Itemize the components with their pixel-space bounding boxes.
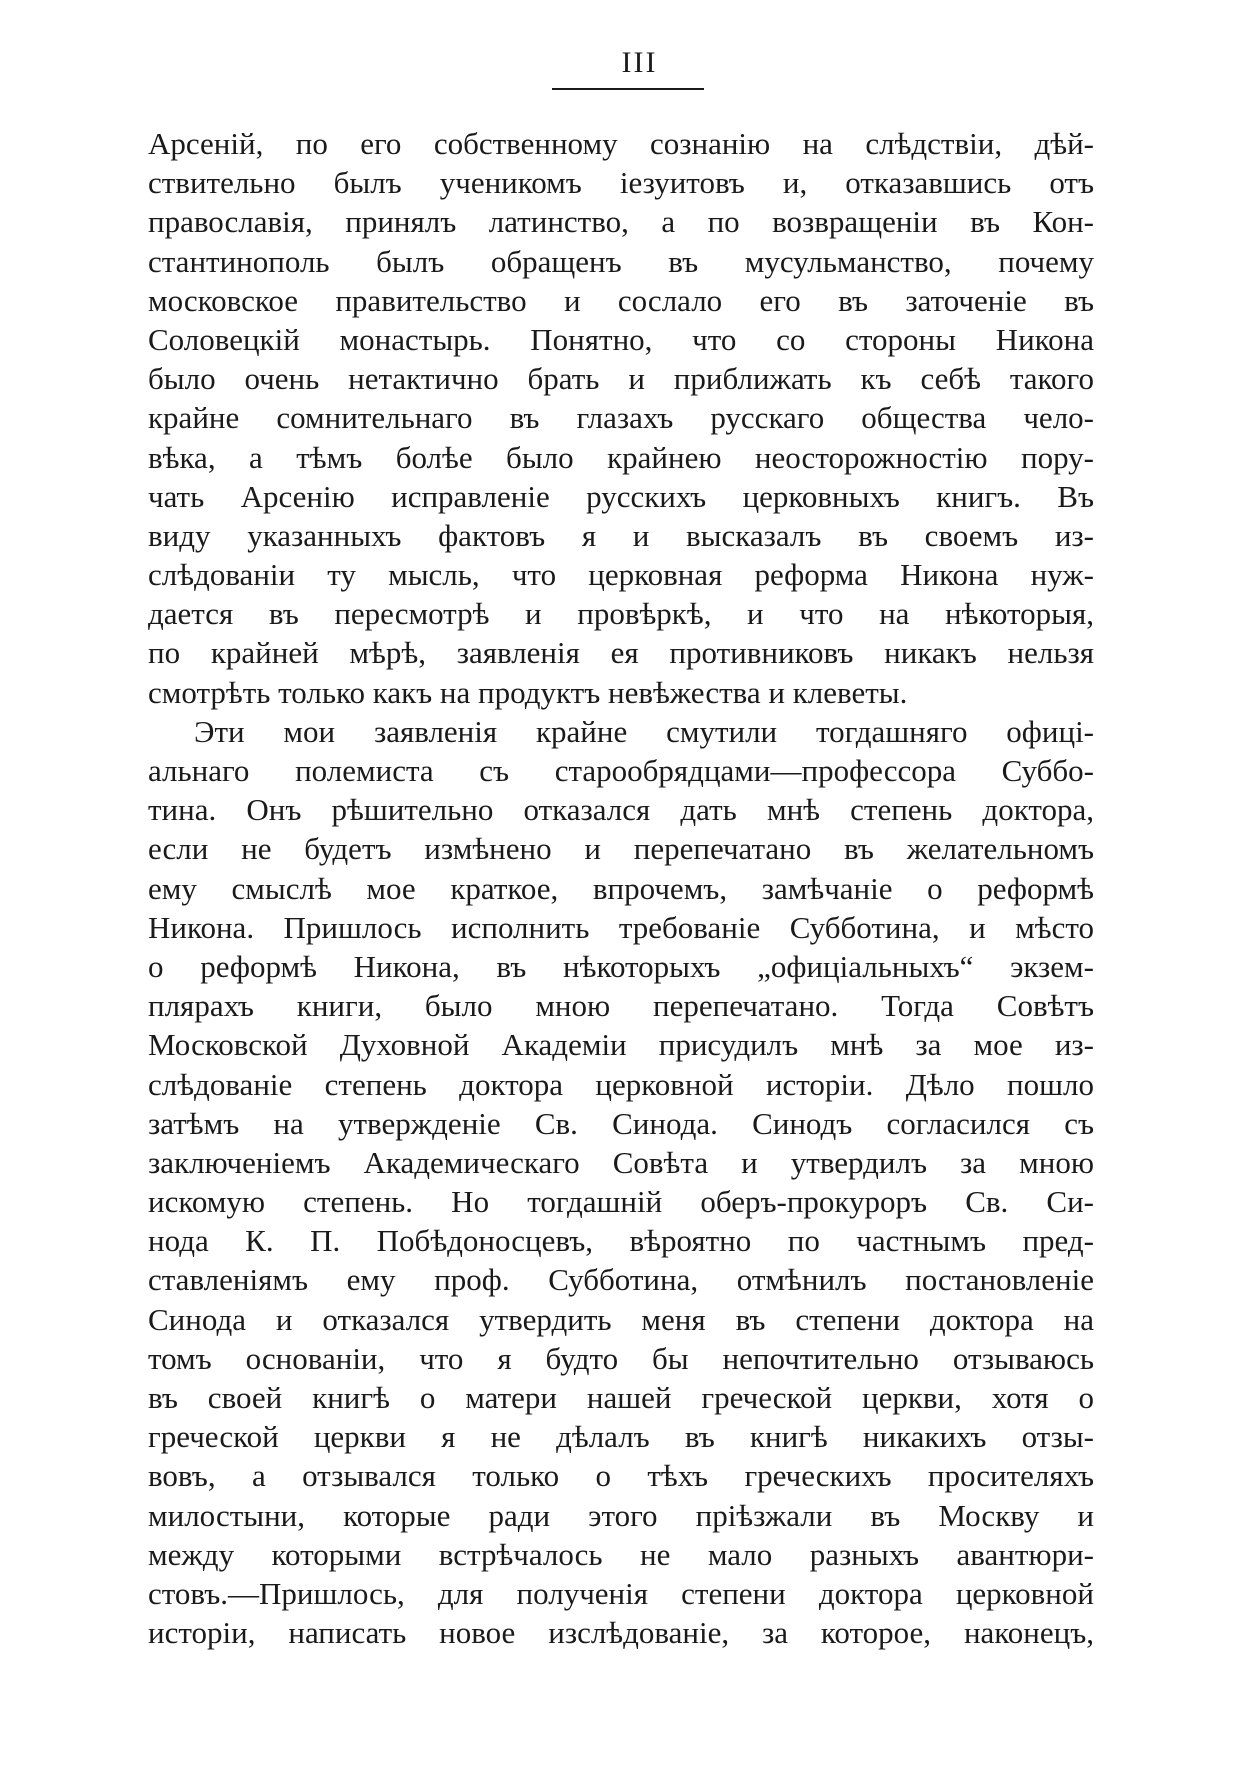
text-line: Московской Духовной Академіи присудилъ мнѣ за мое из- (148, 1027, 1094, 1063)
paragraph-last-line: смотрѣть только какъ на продуктъ невѣжества и клеветы. (148, 674, 908, 710)
text-line: милостыни, которые ради этого пріѣзжали въ Москву и (148, 1497, 1094, 1533)
text-line: греческой церкви я не дѣлалъ въ книгѣ никакихъ отзы- (148, 1419, 1094, 1455)
text-line: Соловецкій монастырь. Понятно, что со стороны Никона (148, 321, 1094, 357)
header-rule (552, 88, 704, 90)
text-line: слѣдованіе степень доктора церковной исторіи. Дѣло пошло (148, 1066, 1094, 1102)
page-number: III (621, 46, 658, 79)
text-line: слѣдованіи ту мысль, что церковная реформа Никона нуж- (148, 557, 1094, 593)
text-line: дается въ пересмотрѣ и провѣркѣ, и что на нѣкоторыя, (148, 596, 1094, 632)
text-line: затѣмъ на утвержденіе Св. Синода. Синодъ согласился съ (148, 1105, 1094, 1141)
text-line: крайне сомнительнаго въ глазахъ русскаго общества чело- (148, 400, 1094, 436)
text-line: Синода и отказался утвердить меня въ степени доктора на (148, 1301, 1094, 1337)
text-line: чать Арсенію исправленіе русскихъ церковныхъ книгъ. Въ (148, 478, 1094, 514)
text-line: Никона. Пришлось исполнить требованіе Субботина, и мѣсто (148, 909, 1094, 945)
paragraph-first-line: Эти мои заявленія крайне смутили тогдашняго офиці- (194, 713, 1094, 749)
text-line: между которыми встрѣчалось не мало разныхъ авантюри- (148, 1536, 1094, 1572)
text-line: вовъ, а отзывался только о тѣхъ греческихъ просителяхъ (148, 1458, 1094, 1494)
text-line: московское правительство и сослало его въ заточеніе въ (148, 282, 1094, 318)
text-line: виду указанныхъ фактовъ я и высказалъ въ своемъ из- (148, 517, 1094, 553)
text-line: плярахъ книги, было мною перепечатано. Тогда Совѣтъ (148, 988, 1094, 1024)
text-line: было очень нетактично брать и приближать къ себѣ такого (148, 361, 1094, 397)
text-line: нода К. П. Побѣдоносцевъ, вѣроятно по частнымъ пред- (148, 1223, 1094, 1259)
text-line: томъ основаніи, что я будто бы непочтительно отзываюсь (148, 1340, 1094, 1376)
text-line: въ своей книгѣ о матери нашей греческой церкви, хотя о (148, 1380, 1094, 1415)
text-line: стовъ.—Пришлось, для полученія степени доктора церковной (148, 1575, 1094, 1611)
text-line: искомую степень. Но тогдашній оберъ-прокуроръ Св. Си- (148, 1184, 1094, 1220)
text-line: о реформѣ Никона, въ нѣкоторыхъ „офиціальныхъ“ экзем- (148, 948, 1094, 984)
text-line: исторіи, написать новое изслѣдованіе, за которое, наконецъ, (148, 1615, 1094, 1651)
text-line: вѣка, а тѣмъ болѣе было крайнею неосторожностію пору- (148, 439, 1094, 475)
text-line: православія, принялъ латинство, а по возвращеніи въ Кон- (148, 204, 1094, 240)
text-line: ставленіямъ ему проф. Субботина, отмѣнилъ постановленіе (148, 1262, 1094, 1298)
text-line: заключеніемъ Академическаго Совѣта и утвердилъ за мною (148, 1144, 1094, 1180)
text-line: тина. Онъ рѣшительно отказался дать мнѣ степень доктора, (148, 792, 1094, 828)
text-line: стантинополь былъ обращенъ въ мусульманство, почему (148, 243, 1094, 279)
text-line: альнаго полемиста съ старообрядцами—профессора Суббо- (148, 753, 1094, 788)
text-line: если не будетъ измѣнено и перепечатано въ желательномъ (148, 831, 1094, 867)
text-line: ствительно былъ ученикомъ іезуитовъ и, отказавшись отъ (148, 165, 1094, 201)
text-line: ему смыслѣ мое краткое, впрочемъ, замѣчаніе о реформѣ (148, 870, 1094, 906)
text-line: Арсеній, по его собственному сознанію на слѣдствіи, дѣй- (148, 126, 1094, 161)
text-line: по крайней мѣрѣ, заявленія ея противниковъ никакъ нельзя (148, 635, 1094, 671)
body-text (148, 124, 1094, 1652)
